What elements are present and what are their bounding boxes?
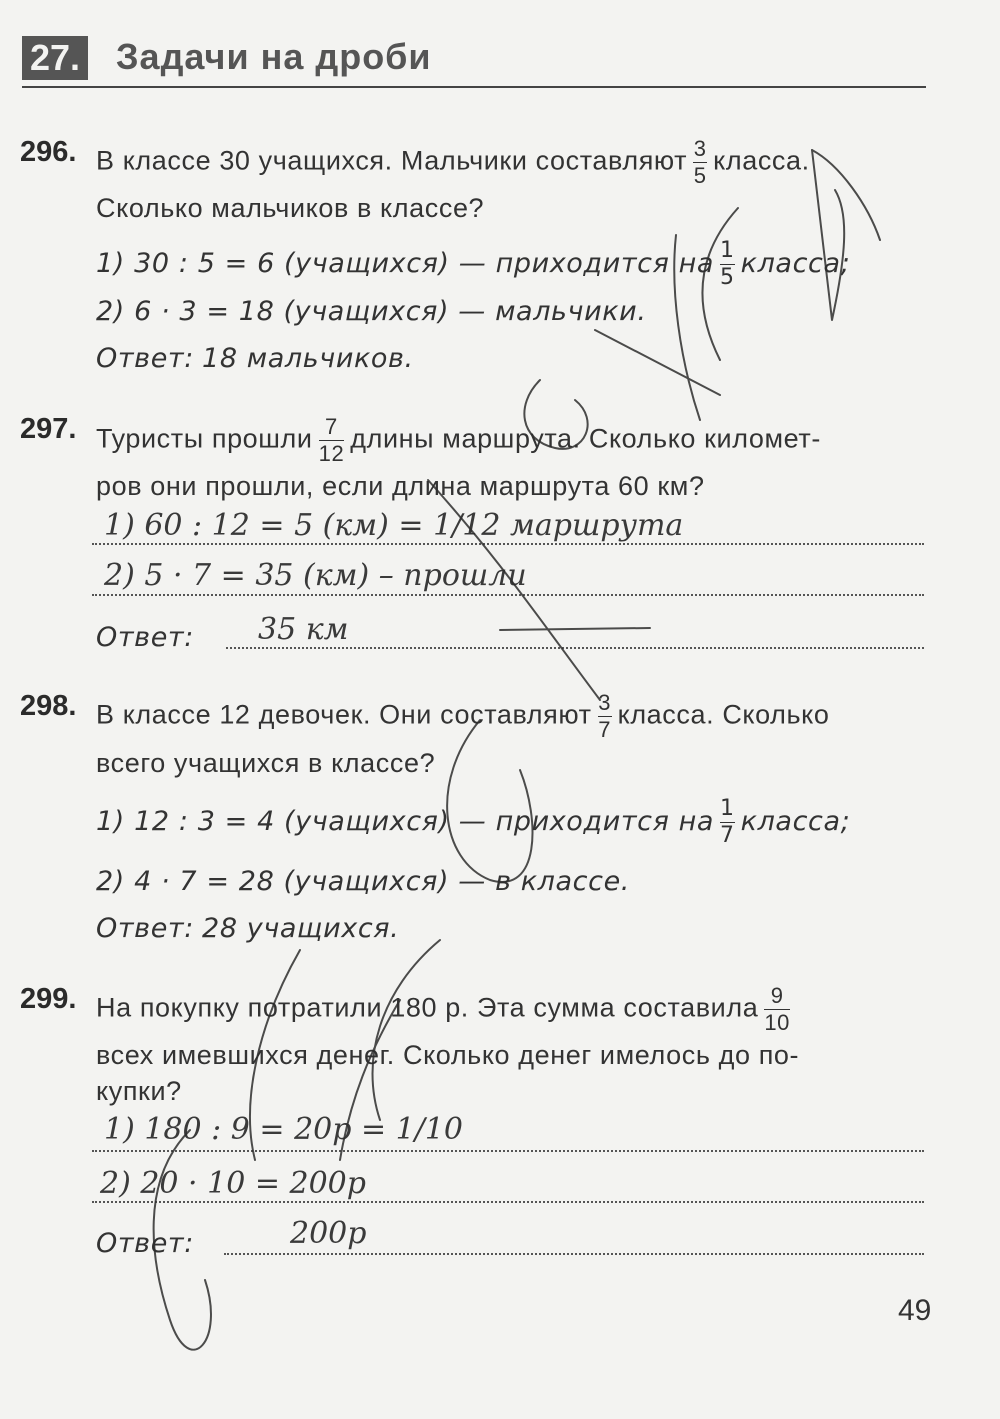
problem-296-number: 296. [20,136,77,168]
problem-299-line-2: всех имевшихся денег. Сколько денег имелось до по- [96,1040,800,1070]
problem-298-number: 298. [20,690,77,722]
problem-296-line-1: В классе 30 учащихся. Мальчики составляют $\frac{3}{5}$ класса. [96,136,810,188]
fraction-3-5: $\frac{3}{5}$ [693,136,707,188]
problem-299-line-3: купки? [96,1076,182,1106]
problem-297-line-2: ров они прошли, если длина маршрута 60 км? [96,471,705,501]
fraction-7-12: $\frac{7}{12}$ [318,414,345,466]
problem-297-answer-label: Ответ: [96,622,194,653]
problem-298-line-2: всего учащихся в классе? [96,748,436,778]
handwritten-answer: 200р [290,1216,367,1251]
page-title: Задачи на дроби [116,36,432,77]
page-number: 49 [898,1294,932,1327]
fraction-3-7: $\frac{3}{7}$ [598,690,612,742]
section-number-badge: 27. [22,36,88,80]
problem-299-number: 299. [20,983,77,1015]
problem-296-step-1: 1) 30 : 5 = 6 (учащихся) — приходится на $\frac{1}{5}$ класса; [96,238,851,290]
fraction-9-10: $\frac{9}{10}$ [764,983,791,1035]
problem-298-step-1: 1) 12 : 3 = 4 (учащихся) — приходится на $\frac{1}{7}$ класса; [96,796,851,848]
problem-296-line-2: Сколько мальчиков в классе? [96,193,485,223]
problem-296-answer: Ответ: 18 мальчиков. [96,343,414,374]
handwritten-step-1: 1) 60 : 12 = 5 (км) = 1/12 маршрута [104,508,684,543]
problem-297-line-1: Туристы прошли $\frac{7}{12}$ длины маршрута. Сколько километ- [96,414,821,466]
handwritten-answer: 35 км [258,612,349,647]
handwritten-step-2: 2) 20 · 10 = 200р [100,1166,366,1201]
problem-296-step-2: 2) 6 · 3 = 18 (учащихся) — мальчики. [96,296,647,327]
problem-297-number: 297. [20,413,77,445]
handwritten-step-2: 2) 5 · 7 = 35 (км) – прошли [104,558,527,593]
problem-298-line-1: В классе 12 девочек. Они составляют $\frac{3}{7}$ класса. Сколько [96,690,830,742]
handwritten-step-1: 1) 180 : 9 = 20р = 1/10 [104,1112,464,1147]
problem-299-answer-label: Ответ: [96,1228,194,1259]
problem-298-answer: Ответ: 28 учащихся. [96,913,400,944]
fraction-1-7: $\frac{1}{7}$ [720,796,735,848]
problem-299-line-1: На покупку потратили 180 р. Эта сумма составила $\frac{9}{10}$ [96,983,791,1035]
fraction-1-5: $\frac{1}{5}$ [720,238,735,290]
problem-298-step-2: 2) 4 · 7 = 28 (учащихся) — в классе. [96,866,630,897]
